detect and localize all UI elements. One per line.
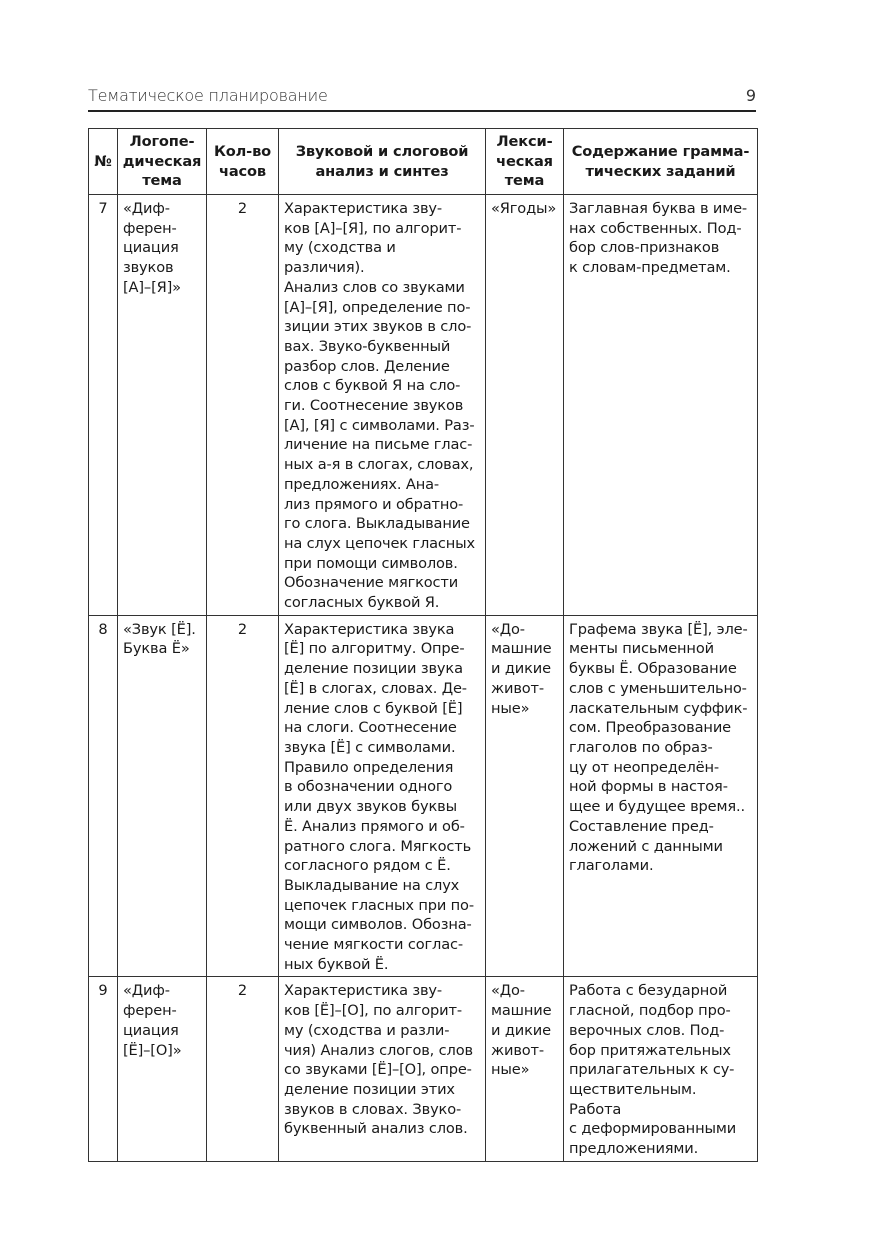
row-number: 8	[89, 615, 118, 977]
thematic-plan-table	[88, 128, 758, 1162]
row-speech-topic: «Диф- ферен- циация звуков [А]–[Я]»	[118, 195, 207, 616]
row-speech-topic: «Звук [Ё]. Буква Ё»	[118, 615, 207, 977]
row-speech-topic: «Диф- ферен- циация [Ё]–[О]»	[118, 977, 207, 1161]
col-header-lexical-topic: Лекси- ческая тема	[486, 129, 564, 195]
page-number: 9	[745, 86, 756, 105]
row-hours: 2	[207, 977, 279, 1161]
row-lexical-topic: «До- машние и дикие живот- ные»	[486, 615, 564, 977]
running-head	[88, 86, 756, 112]
row-lexical-topic: «До- машние и дикие живот- ные»	[486, 977, 564, 1161]
col-header-sound-analysis: Звуковой и слоговой анализ и синтез	[279, 129, 486, 195]
table-row	[89, 615, 758, 977]
row-grammar: Работа с безударной гласной, подбор про- верочных слов. Под- бор притяжательных прилагательных к су- ществительным. Работа с деформированными предложениями.	[564, 977, 758, 1161]
row-hours: 2	[207, 615, 279, 977]
col-header-number: №	[89, 129, 118, 195]
row-sound-analysis: Характеристика звука [Ё] по алгоритму. Опре- деление позиции звука [Ё] в слогах, словах. Де- ление слов с буквой [Ё] на слоги. Соотнесение звука [Ё] с символами. Правило определения в обозначении одного или двух звуков буквы Ё. Анализ прямого и об- ратного слога. Мягкость согласного рядом с Ё. Выкладывание на слух цепочек гласных при по- мощи символов. Обозна- чение мягкости соглас- ных буквой Ё.	[279, 615, 486, 977]
col-header-speech-topic: Логопе- дическая тема	[118, 129, 207, 195]
row-sound-analysis: Характеристика зву- ков [А]–[Я], по алгорит- му (сходства и различия). Анализ слов со звуками [А]–[Я], определение по- зиции этих звуков в сло- вах. Звуко-буквенный разбор слов. Деление слов с буквой Я на сло- ги. Соотнесение звуков [А], [Я] с символами. Раз- личение на письме глас- ных а-я в слогах, словах, предложениях. Ана- лиз прямого и обратно- го слога. Выкладывание на слух цепочек гласных при помощи символов. Обозначение мягкости согласных буквой Я.	[279, 195, 486, 616]
row-sound-analysis: Характеристика зву- ков [Ё]–[О], по алгорит- му (сходства и разли- чия) Анализ слогов, слов со звуками [Ё]–[О], опре- деление позиции этих звуков в словах. Звуко- буквенный анализ слов.	[279, 977, 486, 1161]
col-header-hours: Кол-во часов	[207, 129, 279, 195]
row-number: 9	[89, 977, 118, 1161]
col-header-grammar: Содержание грамма- тических заданий	[564, 129, 758, 195]
row-grammar: Заглавная буква в име- нах собственных. Под- бор слов-признаков к словам-предметам.	[564, 195, 758, 616]
row-hours: 2	[207, 195, 279, 616]
row-lexical-topic: «Ягоды»	[486, 195, 564, 616]
table-header-row	[89, 129, 758, 195]
running-title: Тематическое планирование	[88, 86, 328, 105]
table-row	[89, 977, 758, 1161]
table-row	[89, 195, 758, 616]
row-number: 7	[89, 195, 118, 616]
row-grammar: Графема звука [Ё], эле- менты письменной буквы Ё. Образование слов с уменьшительно- ласкательным суффик- сом. Преобразование глаголов по образ- цу от неопределён- ной формы в настоя- щее и будущее время.. Составление пред- ложений с данными глаголами.	[564, 615, 758, 977]
